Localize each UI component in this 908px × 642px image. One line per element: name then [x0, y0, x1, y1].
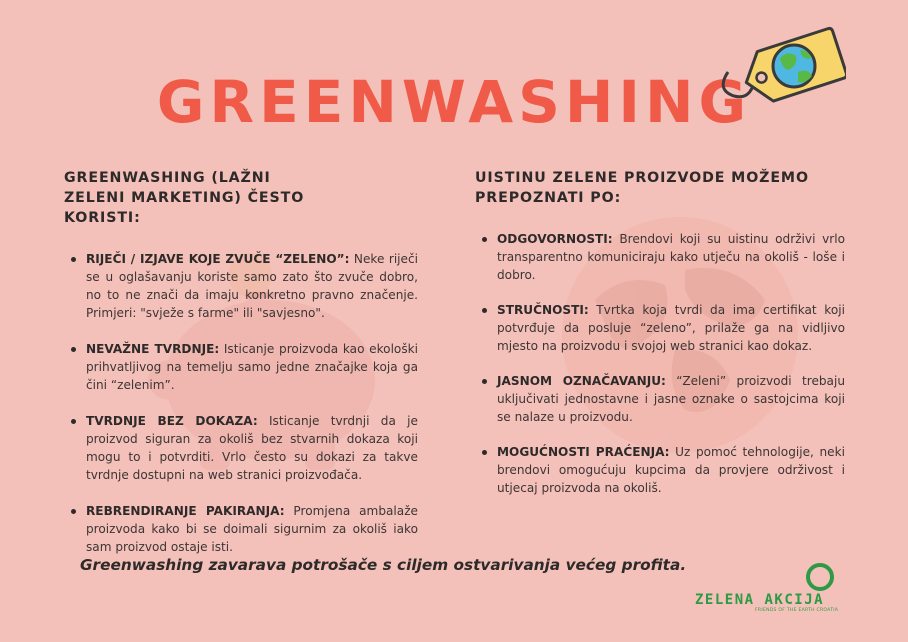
- item-label: RIJEČI / IZJAVE KOJE ZVUČE “ZELENO”:: [86, 252, 350, 266]
- list-item: [475, 443, 845, 497]
- item-label: MOGUĆNOSTI PRAĆENJA:: [497, 445, 670, 459]
- item-label: ODGOVORNOSTI:: [497, 232, 613, 246]
- misleading-practices-list: [64, 250, 418, 556]
- item-text: Promjena ambalaže proizvoda kako bi se doimali sigurnim za okoliš iako sam proizvod ostaje isti.: [86, 504, 418, 554]
- page-title: GREENWASHING: [156, 68, 752, 136]
- item-text: Neke riječi se u oglašavanju koriste samo zato što zvuče dobro, no to ne znači da imaju konkretno pravno značenje. Primjeri: "svježe s farme" ili "savjesno".: [86, 252, 418, 320]
- list-item: [64, 250, 418, 322]
- list-item: [475, 372, 845, 426]
- left-heading: GREENWASHING (LAŽNI ZELENI MARKETING) ČESTO KORISTI:: [64, 170, 305, 226]
- item-label: TVRDNJE BEZ DOKAZA:: [86, 414, 258, 428]
- right-column: [475, 168, 845, 514]
- list-item: [475, 230, 845, 284]
- globe-icon: [773, 45, 815, 87]
- logo-ring-icon: [806, 563, 834, 591]
- zelena-akcija-logo: [695, 560, 845, 620]
- eco-price-tag-icon: [716, 20, 846, 110]
- item-text: Isticanje tvrdnji da je proizvod siguran za okoliš bez stvarnih dokaza koji mogu to i potvrditi. Vrlo često su dokazi za takve tvrdnje dostupni na web stranici proizvođača.: [86, 414, 418, 482]
- item-label: JASNOM OZNAČAVANJU:: [497, 374, 666, 388]
- slogan: Greenwashing zavarava potrošače s ciljem ostvarivanja većeg profita.: [80, 556, 687, 574]
- item-label: REBRENDIRANJE PAKIRANJA:: [86, 504, 285, 518]
- item-text: Brendovi koji su uistinu održivi vrlo transparentno komuniciraju kako utječu na okoliš - loše i dobro.: [497, 232, 845, 282]
- logo-name: ZELENA AKCIJA: [695, 592, 825, 608]
- list-item: [64, 502, 418, 556]
- item-label: STRUČNOSTI:: [497, 303, 589, 317]
- left-column: [64, 168, 418, 574]
- item-text: Isticanje proizvoda kao ekološki prihvatljivog na temelju samo jedne značajke koja ga čini “zelenim”.: [86, 342, 418, 392]
- item-label: NEVAŽNE TVRDNJE:: [86, 342, 220, 356]
- item-text: Uz pomoć tehnologije, neki brendovi omogućuju kupcima da provjere održivost i utjecaj proizvoda na okoliš.: [497, 445, 845, 495]
- item-text: Tvrtka koja tvrdi da ima certifikat koji potvrđuje da posluje “zeleno”, prilaže ga na vidljivo mjesto na proizvodu i svojoj web stranici kao dokaz.: [497, 303, 845, 353]
- green-criteria-list: [475, 230, 845, 497]
- item-text: “Zeleni” proizvodi trebaju uključivati jednostavne i jasne oznake o sastojcima koji se nalaze u proizvodu.: [497, 374, 845, 424]
- logo-subtitle: FRIENDS OF THE EARTH CROATIA: [755, 608, 839, 613]
- list-item: [64, 412, 418, 484]
- right-heading: UISTINU ZELENE PROIZVODE MOŽEMO PREPOZNATI PO:: [475, 170, 809, 206]
- list-item: [475, 301, 845, 355]
- list-item: [64, 340, 418, 394]
